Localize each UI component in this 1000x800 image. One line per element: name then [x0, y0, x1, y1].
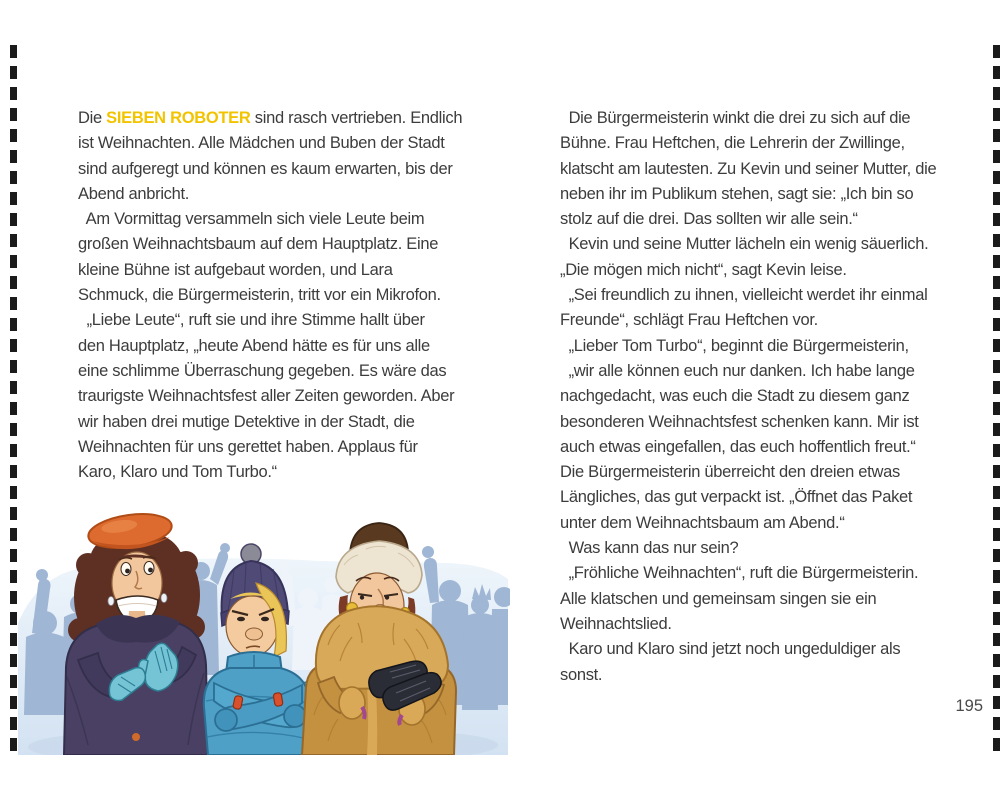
text-line: „Fröhliche Weihnachten“, ruft die Bürgermeisterin. [560, 564, 919, 583]
text-line: Die SIEBEN ROBOTER sind rasch vertrieben. Endlich [78, 109, 463, 127]
text-line: Karo, Klaro und Tom Turbo.“ [78, 463, 277, 482]
text-line: traurigste Weihnachtsfest aller Zeiten geworden. Aber [78, 387, 455, 406]
character-woman-beret [64, 509, 208, 755]
text-line: „Liebe Leute“, ruft sie und ihre Stimme hallt über [78, 311, 425, 330]
text-line: Weihnachten für uns gerettet haben. Applaus für [78, 437, 418, 456]
text-line: Karo und Klaro sind jetzt noch ungeduldiger als [560, 640, 901, 659]
story-illustration [18, 505, 510, 755]
text-line: eine schlimme Überraschung gegeben. Es wäre das [78, 361, 447, 380]
text-line: sonst. [560, 665, 603, 684]
text-line: nachgedacht, was euch die Stadt zu diesem ganz [560, 387, 910, 406]
text-line: „wir alle können euch nur danken. Ich habe lange [560, 361, 915, 380]
text-line: Am Vormittag versammeln sich viele Leute beim [78, 210, 425, 229]
right-page-text [560, 106, 960, 688]
page-number: 195 [955, 697, 983, 715]
text-line: sind aufgeregt und können es kaum erwarten, bis der [78, 159, 453, 178]
text-line: kleine Bühne ist aufgebaut worden, und Lara [78, 260, 393, 279]
text-line: Die Bürgermeisterin winkt die drei zu sich auf die [560, 109, 911, 127]
text-line: Kevin und seine Mutter lächeln ein wenig säuerlich. [560, 235, 929, 254]
text-line: neben ihr im Publikum stehen, sagt sie: „Ich bin so [560, 184, 914, 203]
text-line: unter dem Weihnachtsbaum am Abend.“ [560, 513, 845, 532]
filmstrip-perforation-right [993, 45, 1000, 751]
text-line: stolz auf die drei. Das sollten wir alle sein.“ [560, 210, 858, 229]
text-line: „Sei freundlich zu ihnen, vielleicht werdet ihr einmal [560, 286, 928, 305]
text-line: Die Bürgermeisterin überreicht den dreien etwas [560, 463, 900, 482]
text-line: Abend anbricht. [78, 184, 190, 203]
text-line: klatscht am lautesten. Zu Kevin und seiner Mutter, die [560, 159, 937, 178]
filmstrip-perforation-left [10, 45, 17, 751]
highlight-series-title: SIEBEN ROBOTER [106, 109, 251, 127]
text-line: wir haben drei mutige Detektive in der Stadt, die [78, 412, 415, 431]
text-line: Bühne. Frau Heftchen, die Lehrerin der Zwillinge, [560, 134, 905, 153]
text-line: Freunde“, schlägt Frau Heftchen vor. [560, 311, 818, 330]
text-line: Längliches, das gut verpackt ist. „Öffnet das Paket [560, 488, 913, 507]
text-line: den Hauptplatz, „heute Abend hätte es für uns alle [78, 336, 430, 355]
text-line: „Lieber Tom Turbo“, beginnt die Bürgermeisterin, [560, 336, 909, 355]
character-kevins-mother [302, 523, 456, 755]
text-line: besonderen Weihnachtsfest schenken kann. Mir ist [560, 412, 919, 431]
text-line: „Die mögen mich nicht“, sagt Kevin leise. [560, 260, 847, 279]
text-line: Was kann das nur sein? [560, 539, 739, 558]
text-line: auch etwas eingefallen, das euch hoffentlich freut.“ [560, 437, 916, 456]
text-line: großen Weihnachtsbaum auf dem Hauptplatz. Eine [78, 235, 439, 254]
text-line: Weihnachtslied. [560, 614, 672, 633]
text-line: ist Weihnachten. Alle Mädchen und Buben der Stadt [78, 134, 445, 153]
text-line: Schmuck, die Bürgermeisterin, tritt vor ein Mikrofon. [78, 286, 441, 305]
text-line: Alle klatschen und gemeinsam singen sie ein [560, 589, 877, 608]
left-page-text [78, 106, 470, 485]
